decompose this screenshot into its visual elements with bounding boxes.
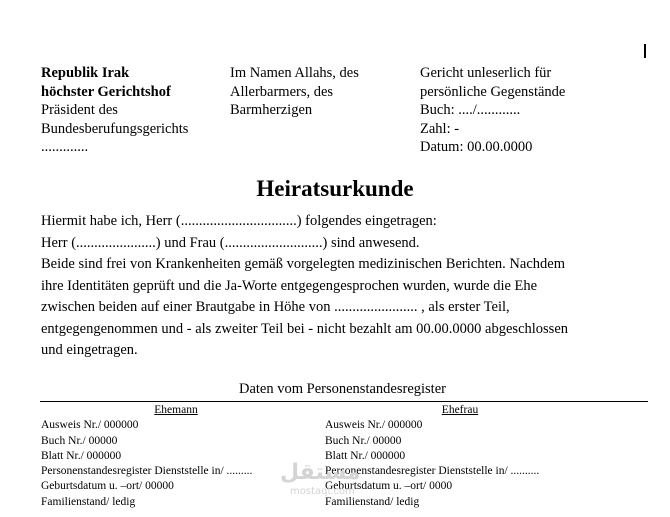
document-title: Heiratsurkunde xyxy=(256,176,414,201)
watermark-text: mostaql.com xyxy=(290,486,355,497)
wife-row: Geburtsdatum u. –ort/ 0000 xyxy=(325,480,453,493)
body-line: Hiermit habe ich, Herr (................................) folgendes eingetragen: xyxy=(41,213,437,229)
header-middle-line: Im Namen Allahs, des xyxy=(230,65,359,81)
husband-heading: Ehemann xyxy=(154,404,198,416)
body-line: und eingetragen. xyxy=(41,342,138,358)
wife-row: Personenstandesregister Dienststelle in/ .......... xyxy=(325,465,540,478)
header-left-line: Bundesberufungsgerichts xyxy=(41,120,189,137)
page-edge-mark xyxy=(644,44,646,58)
husband-row: Ausweis Nr./ 000000 xyxy=(41,419,139,432)
header-right-block xyxy=(420,64,565,157)
husband-row: Blatt Nr./ 000000 xyxy=(41,449,122,462)
husband-row: Geburtsdatum u. –ort/ 00000 xyxy=(41,480,174,493)
header-right-line: Zahl: - xyxy=(420,120,460,137)
body-line: entgegengenommen und - als zweiter Teil bei - nicht bezahlt am 00.00.0000 abgeschlossen xyxy=(41,320,569,337)
body-line: ihre Identitäten geprüft und die Ja-Worte entgegengesprochen wurden, wurde die Ehe xyxy=(41,277,538,294)
header-middle-line: Barmherzigen xyxy=(230,102,313,118)
register-divider xyxy=(40,401,648,402)
header-middle-line: Allerbarmers, des xyxy=(230,83,334,100)
wife-column xyxy=(325,403,595,510)
watermark-logo: مستقل xyxy=(280,460,361,485)
wife-row: Ausweis Nr./ 000000 xyxy=(325,419,423,432)
header-left-block xyxy=(41,64,188,157)
husband-row: Buch Nr./ 00000 xyxy=(41,434,118,447)
header-left-line: höchster Gerichtshof xyxy=(41,83,171,100)
wife-row: Buch Nr./ 00000 xyxy=(325,434,402,447)
body-line: zwischen beiden auf einer Brautgabe in Höhe von ....................... , als erster Teil, xyxy=(41,299,510,315)
husband-row: Familienstand/ ledig xyxy=(41,495,136,508)
wife-heading: Ehefrau xyxy=(441,404,479,416)
header-middle-block xyxy=(230,64,359,120)
register-title: Daten vom Personenstandesregister xyxy=(239,381,446,397)
header-left-line: Präsident des xyxy=(41,102,118,118)
header-right-line: Buch: ..../............ xyxy=(420,102,521,118)
header-right-line: Datum: 00.00.0000 xyxy=(420,139,533,155)
husband-row: Personenstandesregister Dienststelle in/ ......... xyxy=(41,465,253,478)
header-left-line: Republik Irak xyxy=(41,65,130,81)
body-line: Herr (......................) und Frau (...........................) sind anwesend. xyxy=(41,234,420,251)
certificate-body xyxy=(41,211,641,362)
husband-column xyxy=(41,403,311,510)
header-right-line: persönliche Gegenstände xyxy=(420,83,566,100)
wife-row: Familienstand/ ledig xyxy=(325,495,420,508)
body-line: Beide sind frei von Krankenheiten gemäß vorgelegten medizinischen Berichten. Nachdem xyxy=(41,256,565,272)
wife-row: Blatt Nr./ 000000 xyxy=(325,449,406,462)
header-right-line: Gericht unleserlich für xyxy=(420,65,552,81)
header-left-line: ............. xyxy=(41,139,89,155)
